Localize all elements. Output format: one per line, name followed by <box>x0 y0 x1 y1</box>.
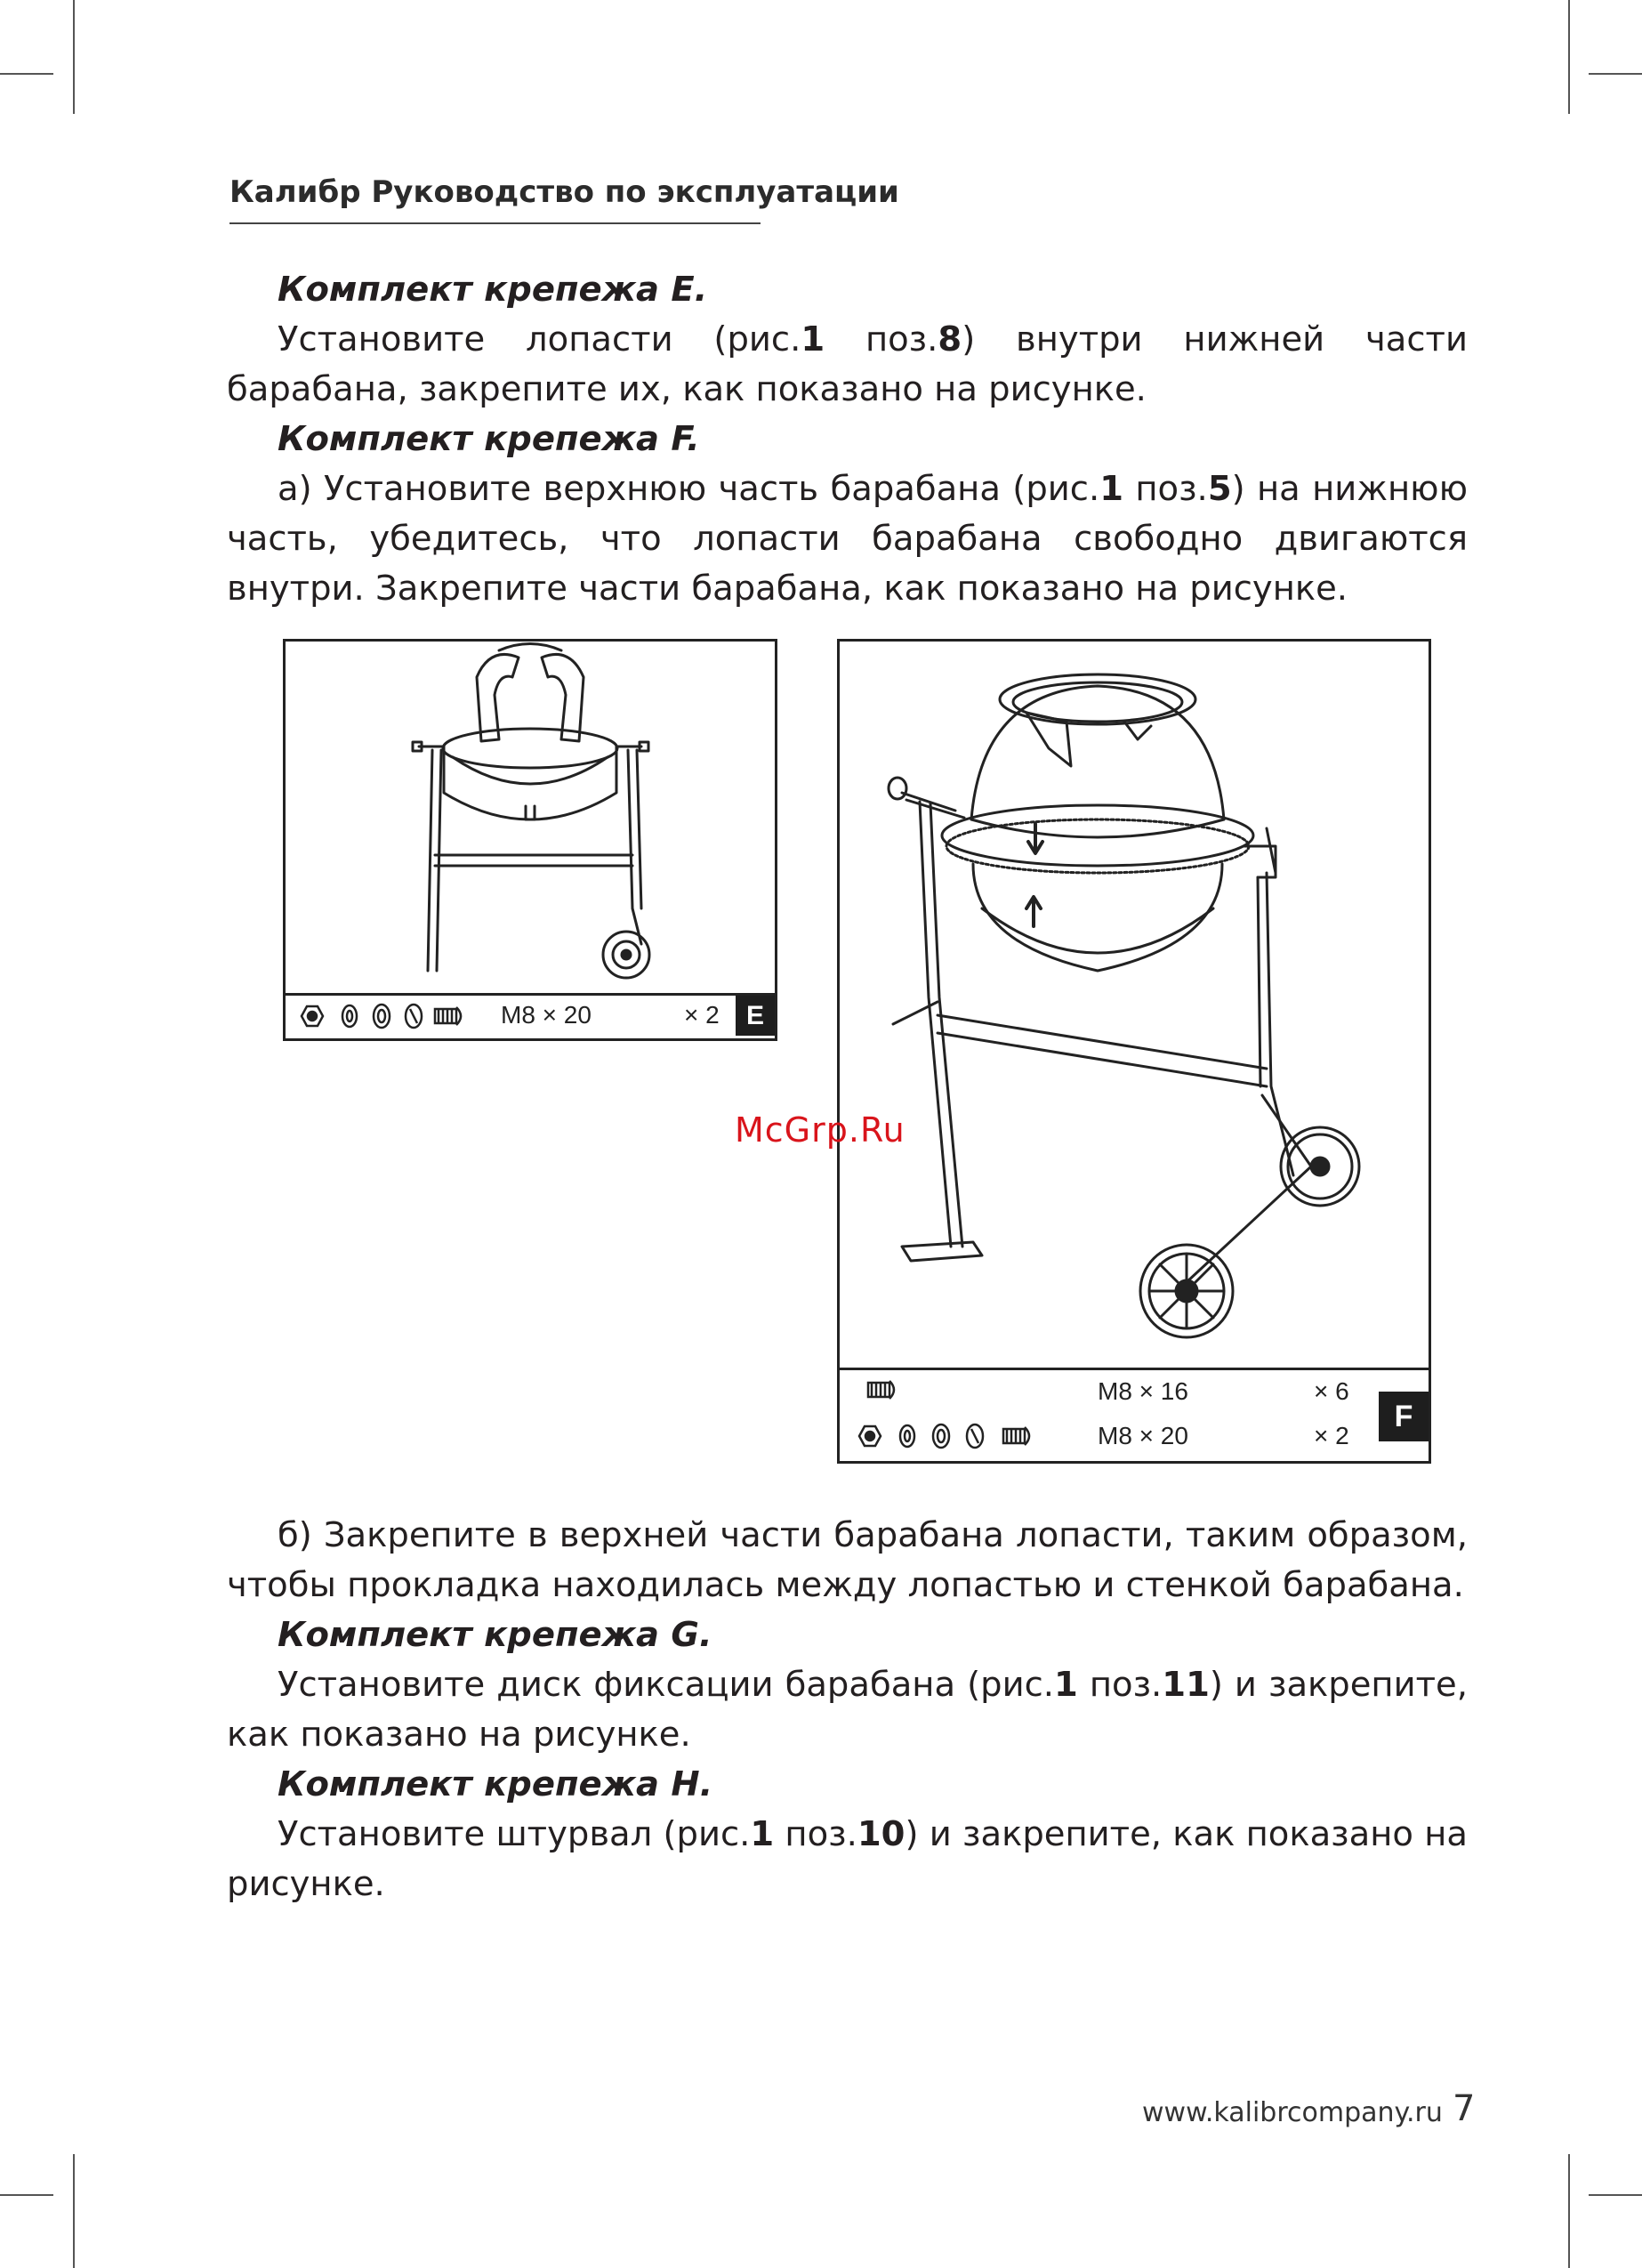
crop-mark <box>73 0 75 114</box>
figure-f-fastener-1: M8 × 16 <box>1098 1377 1188 1405</box>
figure-f-quantity-2: × 2 <box>1314 1422 1349 1449</box>
crop-mark <box>0 73 53 75</box>
figure-f <box>837 639 1431 1464</box>
kit-h-paragraph: Установите штурвал (рис.1 поз.10) и закрепите, как показано на рисунке. <box>227 1814 1468 1904</box>
crop-mark <box>73 2154 75 2268</box>
kit-f-heading: Комплект крепежа F. <box>278 419 700 459</box>
crop-mark <box>1589 2194 1642 2196</box>
figure-e-fastener: M8 × 20 <box>501 1001 592 1029</box>
fastener-set-icon <box>852 1372 1057 1459</box>
figure-f-legend <box>840 1368 1429 1461</box>
figure-e-badge: E <box>736 996 775 1036</box>
crop-mark <box>1568 2154 1570 2268</box>
figure-f-quantity-1: × 6 <box>1314 1377 1349 1405</box>
text-block-top <box>227 265 1468 614</box>
crop-mark <box>1589 73 1642 75</box>
figure-e <box>283 639 777 1041</box>
crop-mark <box>0 2194 53 2196</box>
kit-g-heading: Комплект крепежа G. <box>278 1615 712 1655</box>
running-header: Калибр Руководство по эксплуатации <box>229 174 761 224</box>
step-b-paragraph: б) Закрепите в верхней части барабана лопасти, таким образом, чтобы прокладка находилась между лопастью и стенкой барабана. <box>227 1515 1468 1605</box>
kit-h-heading: Комплект крепежа H. <box>278 1764 713 1804</box>
fastener-set-icon <box>294 997 463 1036</box>
kit-e-paragraph: Установите лопасти (рис.1 поз.8) внутри нижней части барабана, закрепите их, как показано на рисунке. <box>227 319 1468 409</box>
kit-e-heading: Комплект крепежа Е. <box>278 270 708 310</box>
crop-mark <box>1568 0 1570 114</box>
footer-url: www.kalibrcompany.ru <box>1142 2097 1443 2128</box>
text-block-bottom <box>227 1511 1468 1909</box>
figure-e-quantity: × 2 <box>684 1001 720 1029</box>
watermark: McGrp.Ru <box>735 1110 906 1150</box>
figure-e-legend <box>286 993 775 1038</box>
mixer-assembled-illustration <box>840 642 1429 1362</box>
kit-f-paragraph: а) Установите верхнюю часть барабана (рис.1 поз.5) на нижнюю часть, убедитесь, что лопасти барабана свободно двигаются внутри. Закрепите части барабана, как показано на рисунке. <box>227 469 1468 609</box>
figure-f-fastener-2: M8 × 20 <box>1098 1422 1188 1449</box>
kit-g-paragraph: Установите диск фиксации барабана (рис.1 поз.11) и закрепите, как показано на рисунке. <box>227 1665 1468 1755</box>
page-number: 7 <box>1453 2088 1476 2129</box>
mixer-frame-illustration <box>286 642 775 997</box>
figure-f-badge: F <box>1379 1392 1429 1441</box>
